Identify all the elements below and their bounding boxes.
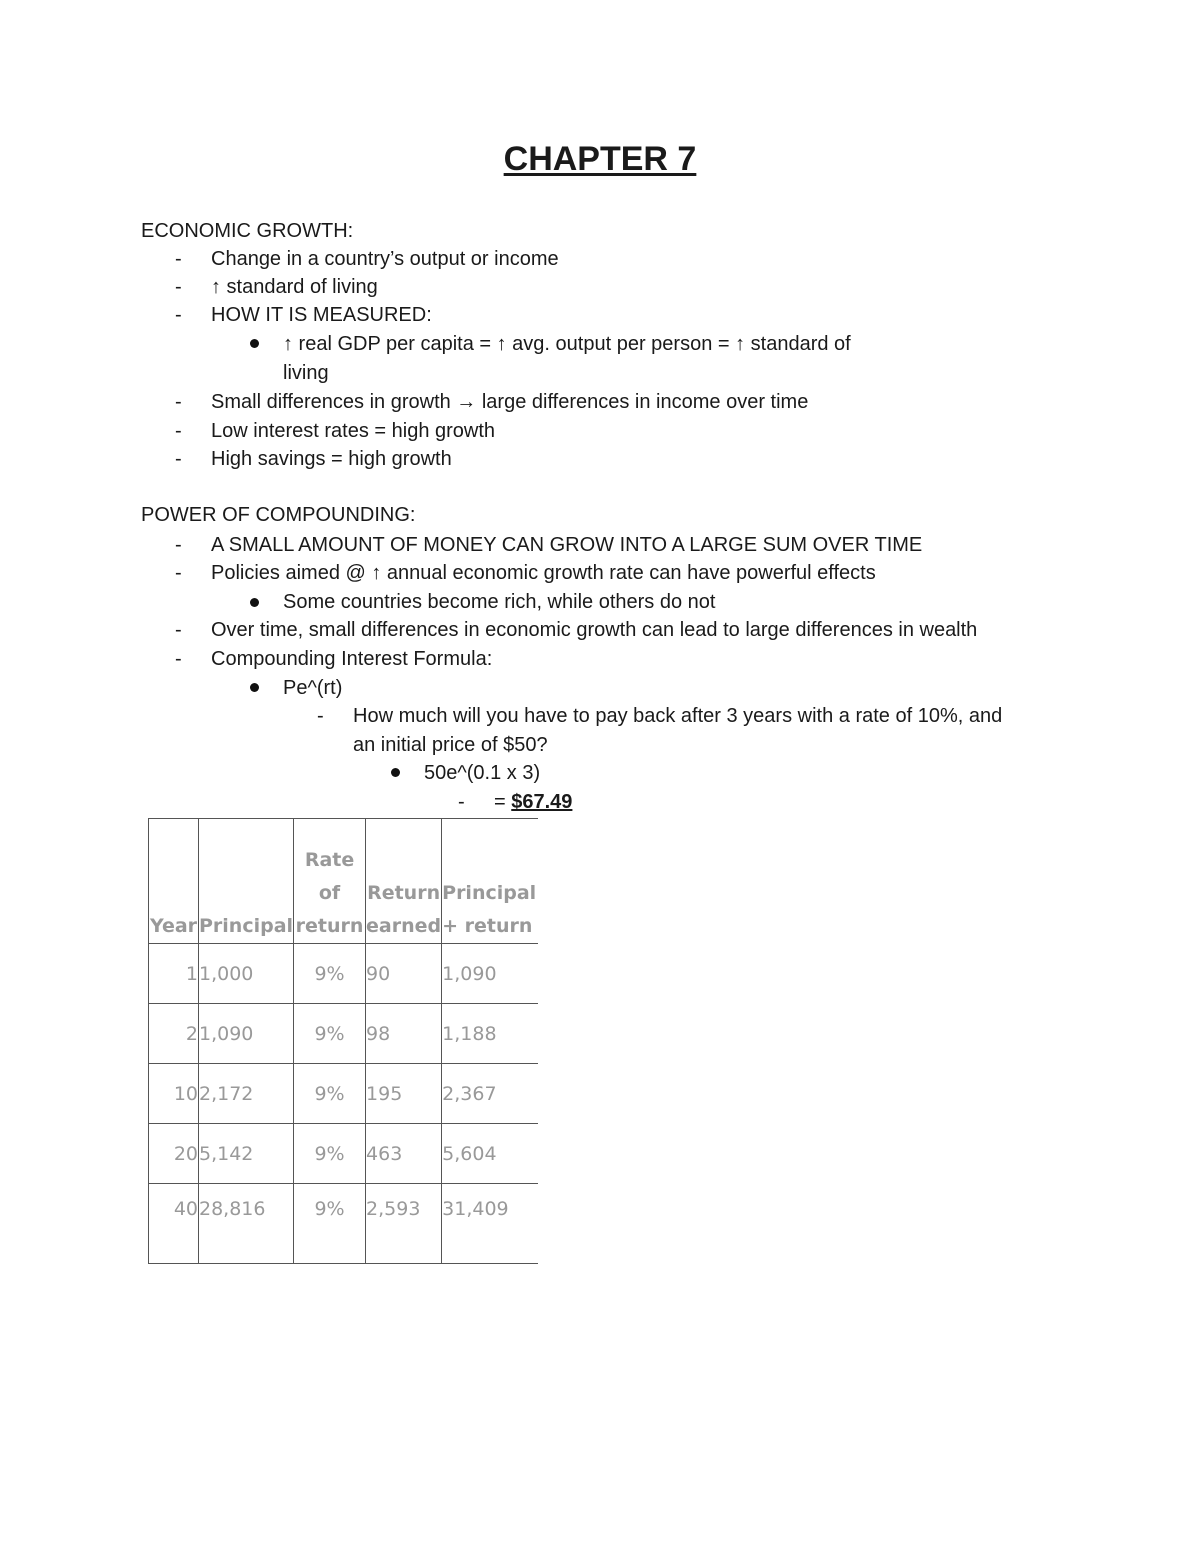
cell-rate: 9% [294, 1064, 366, 1124]
page-title: CHAPTER 7 [503, 140, 697, 178]
cell-return: 90 [366, 944, 442, 1004]
section-heading-economic-growth: ECONOMIC GROWTH: [141, 220, 354, 242]
cell-rate: 9% [294, 1184, 366, 1264]
list-item: ↑ real GDP per capita = ↑ avg. output per person = ↑ standard of [283, 333, 851, 355]
list-item: Over time, small differences in economic growth can lead to large differences in wealth [211, 619, 978, 641]
table-header-row [149, 819, 539, 944]
header-line: + return [442, 915, 533, 937]
table-row [149, 1124, 539, 1184]
list-item: A SMALL AMOUNT OF MONEY CAN GROW INTO A LARGE SUM OVER TIME [211, 534, 923, 556]
cell-principal: 5,142 [199, 1124, 294, 1184]
dash-bullet: - [175, 304, 182, 326]
cell-rate: 9% [294, 1124, 366, 1184]
dot-bullet [250, 339, 259, 348]
question-text: How much will you have to pay back after 3 years with a rate of 10%, and [353, 705, 1003, 727]
header-line: Return [367, 882, 441, 904]
dash-bullet: - [458, 791, 465, 813]
cell-return: 2,593 [366, 1184, 442, 1264]
list-item: Change in a country’s output or income [211, 248, 559, 270]
formula-text: Pe^(rt) [283, 677, 343, 699]
dash-bullet: - [175, 391, 182, 413]
cell-total: 31,409 [442, 1184, 539, 1264]
cell-total: 5,604 [442, 1124, 539, 1184]
list-item: Low interest rates = high growth [211, 420, 496, 442]
dash-bullet: - [175, 248, 182, 270]
header-line: of [318, 882, 341, 904]
cell-principal: 28,816 [199, 1184, 294, 1264]
header-return-earned [366, 819, 442, 944]
dot-bullet [250, 683, 259, 692]
header-line: Rate [304, 849, 355, 871]
header-line: return [295, 915, 364, 937]
cell-year: 2 [149, 1004, 199, 1064]
table-row [149, 944, 539, 1004]
table-row [149, 1004, 539, 1064]
dash-bullet: - [175, 448, 182, 470]
dot-bullet [391, 768, 400, 777]
cell-return: 98 [366, 1004, 442, 1064]
list-item: Compounding Interest Formula: [211, 648, 493, 670]
header-principal-plus-return [442, 819, 539, 944]
compound-growth-table [148, 818, 538, 1264]
header-principal: Principal [199, 819, 294, 944]
answer-value: $67.49 [511, 791, 573, 813]
cell-principal: 2,172 [199, 1064, 294, 1124]
dash-bullet: - [175, 534, 182, 556]
header-year: Year [149, 819, 199, 944]
dash-bullet: - [317, 705, 324, 727]
cell-rate: 9% [294, 944, 366, 1004]
dash-bullet: - [175, 648, 182, 670]
cell-year: 1 [149, 944, 199, 1004]
list-item: ↑ standard of living [211, 276, 378, 298]
cell-total: 1,188 [442, 1004, 539, 1064]
dash-bullet: - [175, 619, 182, 641]
list-item: Small differences in growth → large differences in income over time [211, 391, 809, 413]
cell-principal: 1,090 [199, 1004, 294, 1064]
cell-year: 40 [149, 1184, 199, 1264]
table-row [149, 1064, 539, 1124]
cell-rate: 9% [294, 1004, 366, 1064]
answer-line [494, 789, 572, 815]
question-text-continuation: an initial price of $50? [353, 734, 548, 756]
list-item: High savings = high growth [211, 448, 452, 470]
list-item: Policies aimed @ ↑ annual economic growth rate can have powerful effects [211, 562, 876, 584]
equals-sign: = [494, 791, 512, 813]
table-row [149, 1184, 539, 1264]
dash-bullet: - [175, 562, 182, 584]
cell-total: 1,090 [442, 944, 539, 1004]
calculation-text: 50e^(0.1 x 3) [424, 762, 541, 784]
header-line: Principal [442, 882, 537, 904]
header-rate-of-return [294, 819, 366, 944]
header-line: earned [366, 915, 442, 937]
cell-year: 20 [149, 1124, 199, 1184]
dot-bullet [250, 598, 259, 607]
section-heading-compounding: POWER OF COMPOUNDING: [141, 504, 416, 526]
cell-year: 10 [149, 1064, 199, 1124]
cell-total: 2,367 [442, 1064, 539, 1124]
list-item: HOW IT IS MEASURED: [211, 304, 432, 326]
dash-bullet: - [175, 276, 182, 298]
cell-return: 195 [366, 1064, 442, 1124]
cell-return: 463 [366, 1124, 442, 1184]
cell-principal: 1,000 [199, 944, 294, 1004]
dash-bullet: - [175, 420, 182, 442]
list-item: Some countries become rich, while others do not [283, 591, 716, 613]
list-item-continuation: living [283, 362, 329, 384]
